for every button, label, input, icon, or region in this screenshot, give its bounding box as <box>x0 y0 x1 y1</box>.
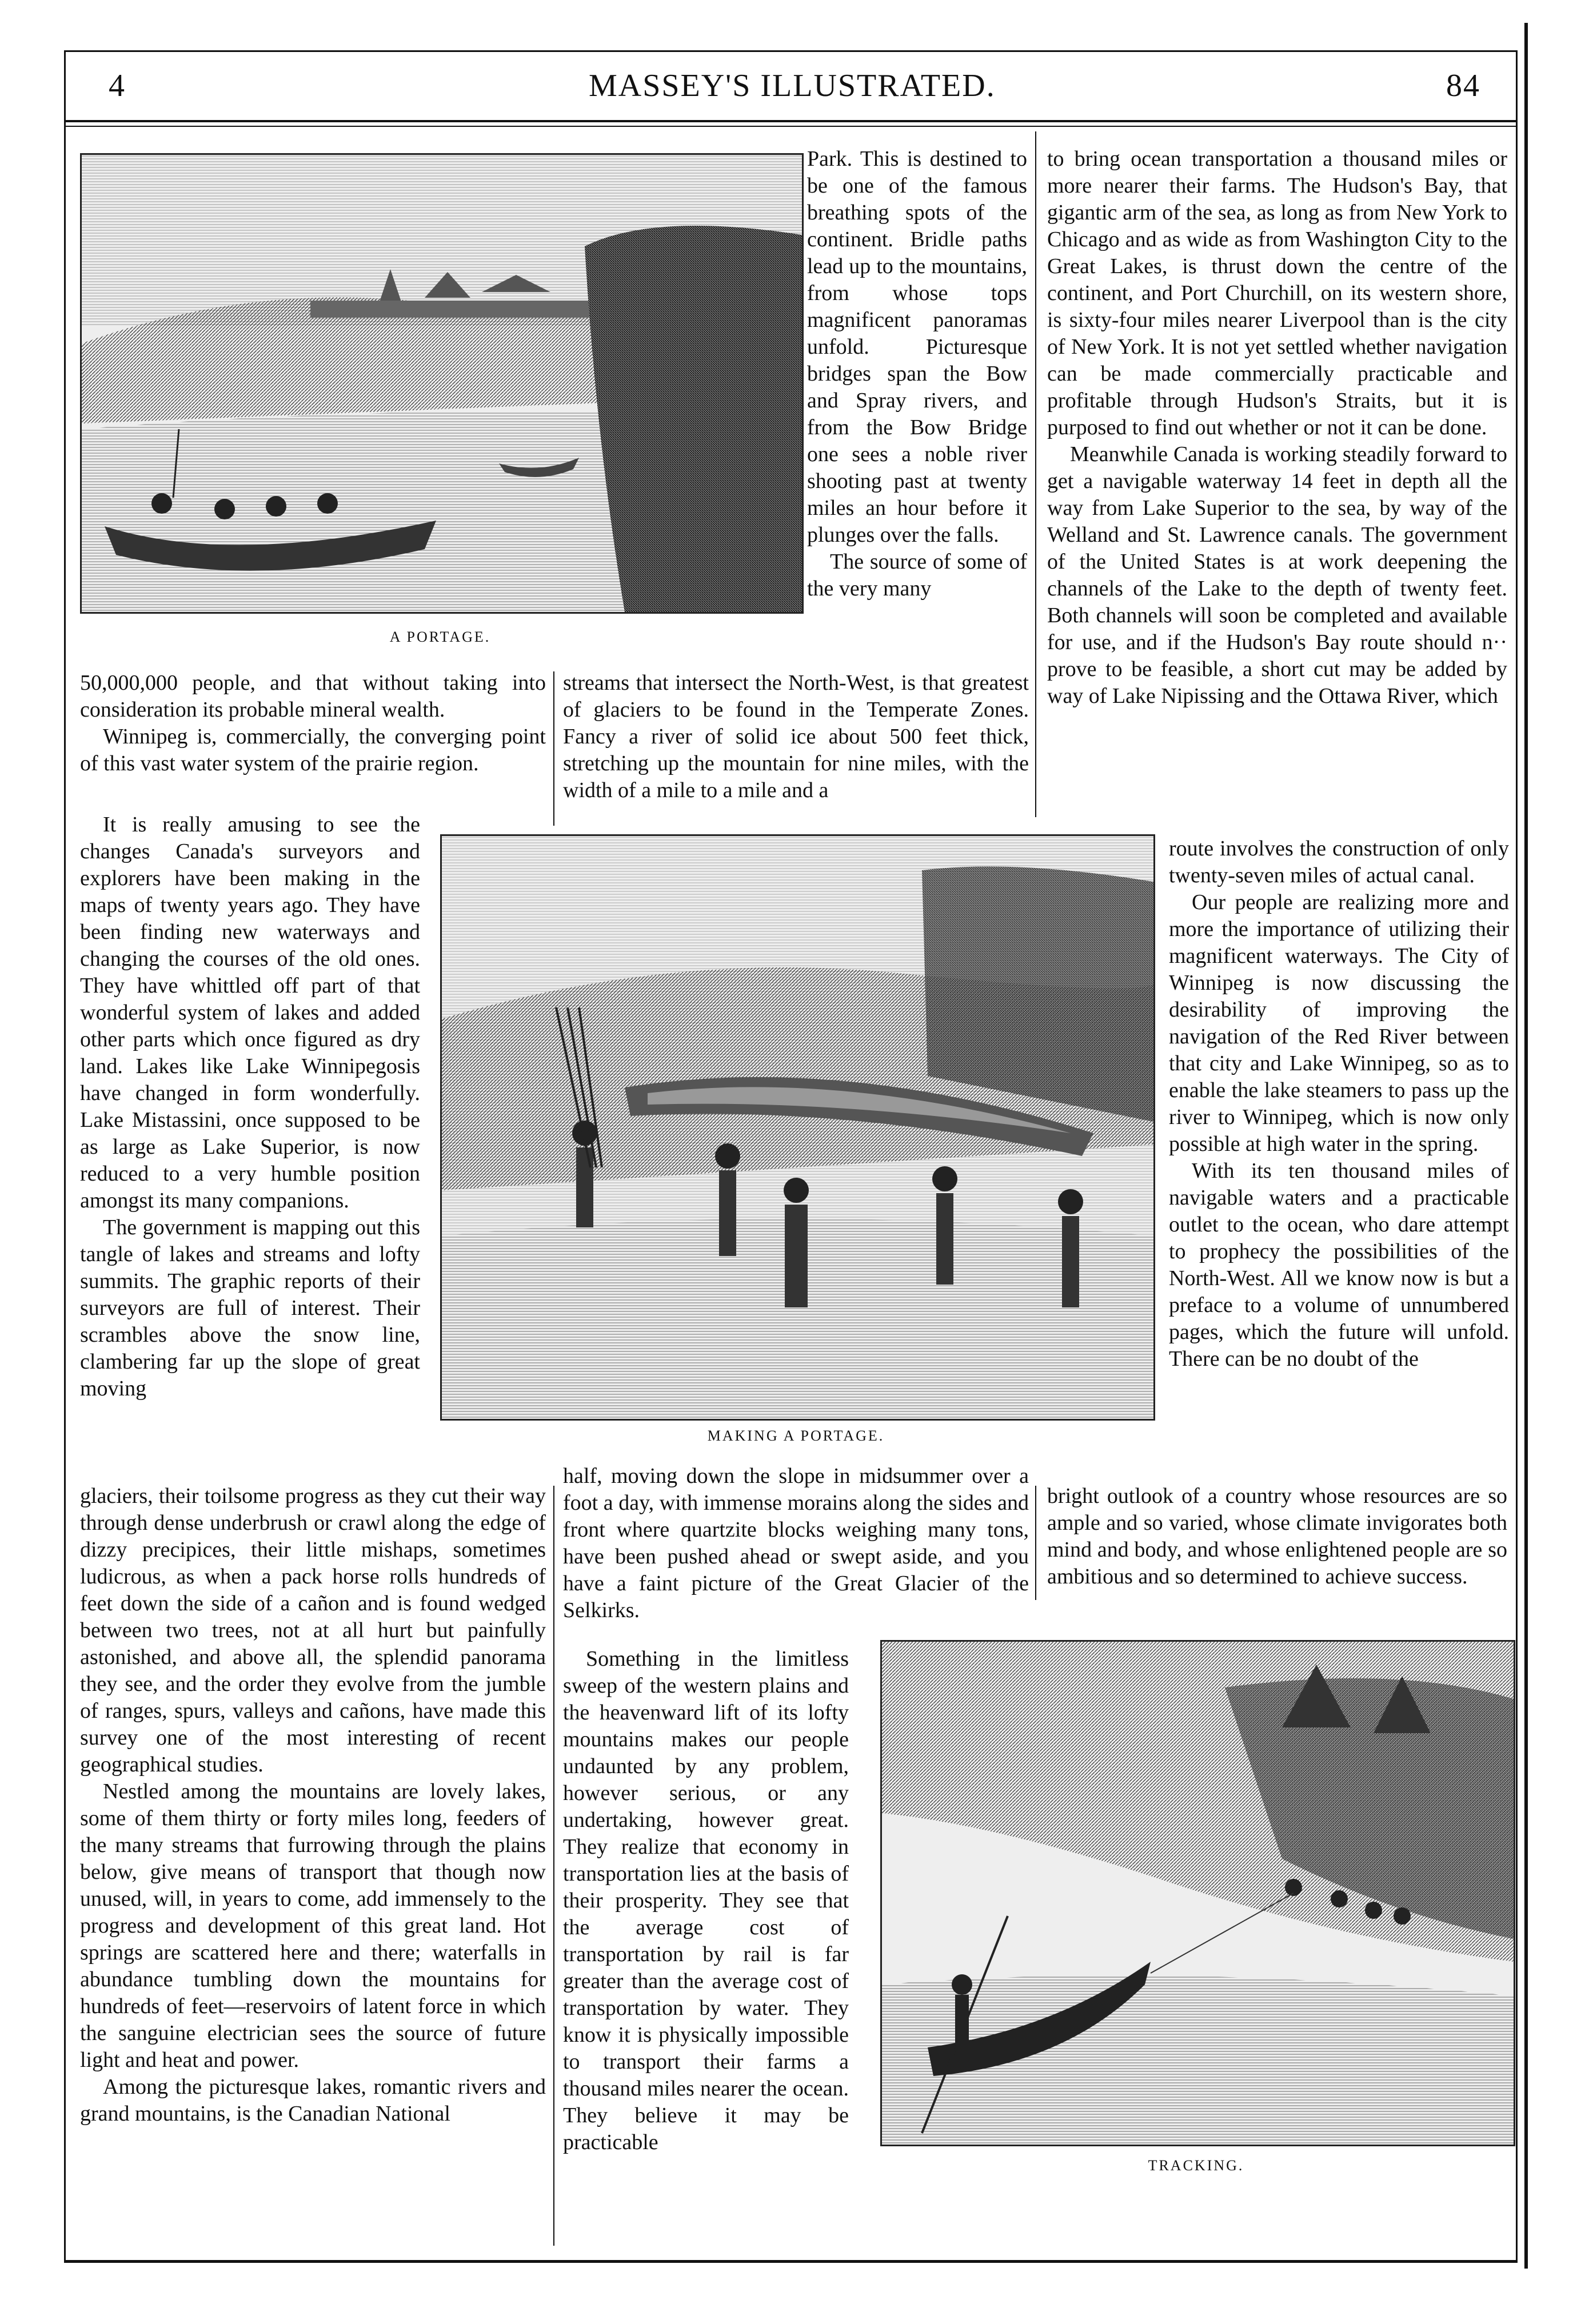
col2-top-text <box>807 146 1027 602</box>
illustration-making-portage <box>440 834 1155 1421</box>
paragraph: Park. This is destined to be one of the famous breathing spots of the continent. Bridle paths lead up to the mountains, from whose tops magnificent panoramas unfold. Picturesque bridges span the Bow and Spray rivers, and from the Bow Bridge one sees a noble river shooting past at twenty miles an hour before it plunges over the falls. <box>807 147 1027 547</box>
paragraph: Something in the limitless sweep of the western plains and the heavenward lift of its lofty mountains makes our people undaunted by any problem, however serious, or any undertaking, however great. They realize that economy in transportation lies at the basis of their prosperity. They see that the average cost of transportation by rail is far greater than the average cost of transportation by water. They know it is physically impossible to transport their farms a thousand miles nearer the ocean. They believe it may be practicable <box>563 1647 849 2154</box>
col2-lower-text <box>563 1463 1029 1624</box>
paragraph: half, moving down the slope in midsummer over a foot a day, with immense morains along the sides and front where quartzite blocks weighing many tons, have been pushed ahead or swept aside, and you have a faint picture of the Great Glacier of the Selkirks. <box>563 1464 1029 1622</box>
column-rule-2b <box>1035 1486 1036 1600</box>
header-rule <box>66 120 1518 122</box>
paragraph: The government is mapping out this tangle of lakes and streams and lofty summits. The graphic reports of their surveyors are full of interest. Their scrambles above the snow line, clambering far up the slope of great moving <box>80 1215 420 1401</box>
col2-bottom-text <box>563 1646 849 2156</box>
paragraph: 50,000,000 people, and that without taking into consideration its probable mineral wealth. <box>80 671 546 722</box>
paragraph: streams that intersect the North-West, is that greatest of glaciers to be found in the Temperate Zones. Fancy a river of solid ice about 500 feet thick, stretching up the mountain for nine miles, with the width of a mile to a mile and a <box>563 671 1029 802</box>
caption-making-portage: MAKING A PORTAGE. <box>707 1427 885 1444</box>
paragraph: With its ten thousand miles of navigable waters and a practicable outlet to the ocean, who dare attempt to prophecy the possibilities of the North-West. All we know now is but a preface to a volume of unnumbered pages, which the future will unfold. There can be no doubt of the <box>1169 1159 1509 1371</box>
paragraph: Meanwhile Canada is working steadily forward to get a navigable waterway 14 feet in depth all the way from Lake Superior to the sea, by way of the Welland and St. Lawrence canals. The government of the United States is at work deepening the channels of the Lake to the depth of twenty feet. Both channels will soon be completed and available for use, and if the Hudson's Bay route should n·· prove to be feasible, a short cut may be added by way of Lake Nipissing and the Ottawa River, which <box>1047 442 1507 708</box>
page-title: MASSEY'S ILLUSTRATED. <box>589 68 996 103</box>
column-rule-2 <box>1035 131 1036 817</box>
canoe-lake-engraving-icon <box>82 155 802 612</box>
paragraph: route involves the construction of only twenty-seven miles of actual canal. <box>1169 837 1509 887</box>
paragraph: bright outlook of a country whose resources are so ample and so varied, whose climate invigorates both mind and body, and whose enlightened people are so ambitious and so determined to achieve success. <box>1047 1484 1507 1589</box>
caption-tracking: TRACKING. <box>1148 2157 1244 2174</box>
frame-right-outer <box>1524 23 1528 2269</box>
paragraph: Among the picturesque lakes, romantic rivers and grand mountains, is the Canadian National <box>80 2075 546 2126</box>
col3-middle-text <box>1169 835 1509 1373</box>
column-rule-1b <box>553 1486 554 2246</box>
frame-top <box>66 50 1518 52</box>
column-rule-1 <box>553 671 554 826</box>
page-number-left: 4 <box>109 68 126 103</box>
paragraph: It is really amusing to see the changes Canada's surveyors and explorers have been making in the maps of twenty years ago. They have been finding new waterways and changing the courses of the old ones. They have whittled off part of that wonderful system of lakes and added other parts which once figured as dry land. Lakes like Lake Winnipegosis have changed in form wonderfully. Lake Mistassini, once supposed to be as large as Lake Superior, is now reduced to a very humble position amongst its many companions. <box>80 813 420 1213</box>
frame-left <box>64 50 66 2262</box>
paragraph: Winnipeg is, commercially, the converging point of this vast water system of the prairie region. <box>80 725 546 775</box>
col2-upper-text <box>563 670 1029 804</box>
illustration-tracking <box>880 1640 1515 2146</box>
paragraph: to bring ocean transportation a thousand miles or more nearer their farms. The Hudson's Bay, that gigantic arm of the sea, as long as from New York to Chicago and as wide as from Washington City to the Great Lakes, is thrust down the centre of the continent, and Port Churchill, on its western shore, is sixty-four miles nearer Liverpool than is the city of New York. It is not yet settled whether navigation can be made commercially practicable and profitable through Hudson's Straits, but it is purposed to find out whether or not it can be done. <box>1047 147 1507 439</box>
col3-lower-text <box>1047 1483 1507 1590</box>
col1-lower-text <box>80 1483 546 2127</box>
illustration-portage <box>80 153 804 614</box>
frame-bottom <box>64 2260 1518 2263</box>
paragraph: The source of some of the very many <box>807 550 1027 601</box>
frame-right <box>1516 50 1518 2262</box>
paragraph: glaciers, their toilsome progress as they cut their way through dense underbrush or crawl along the edge of dizzy precipices, their little mishaps, sometimes ludicrous, as when a pack horse rolls hundreds of feet down the side of a cañon and is found wedged between two trees, not at all hurt but painfully astonished, and above all, the splendid panorama they see, and the order they evolve from the jumble of ranges, spurs, valleys and cañons, have made this survey one of the most interesting of recent geographical studies. <box>80 1484 546 1777</box>
caption-portage: A PORTAGE. <box>389 629 491 645</box>
header-rule-thin <box>66 126 1518 127</box>
tracking-canoe-engraving-icon <box>882 1642 1514 2145</box>
paragraph: Our people are realizing more and more the importance of utilizing their magnificent waterways. The City of Winnipeg is now discussing the desirability of improving the navigation of the Red River between that city and Lake Winnipeg, so as to enable the lake steamers to pass up the river to Winnipeg, which is now only possible at high water in the spring. <box>1169 890 1509 1156</box>
col1-upper-text <box>80 670 546 777</box>
col3-top-text <box>1047 146 1507 710</box>
paragraph: Nestled among the mountains are lovely lakes, some of them thirty or forty miles long, feeders of the many streams that furrowing through the plains below, give means of transport that though now unused, will, in years to come, add immensely to the progress and development of this great land. Hot springs are scattered here and there; waterfalls in abundance tumbling down the mountains for hundreds of feet—reservoirs of latent force in which the sanguine electrician sees the source of future light and heat and power. <box>80 1779 546 2072</box>
portage-carrying-canoe-engraving-icon <box>442 836 1153 1419</box>
col1-middle-text <box>80 811 420 1402</box>
page-number-right: 84 <box>1446 68 1480 103</box>
